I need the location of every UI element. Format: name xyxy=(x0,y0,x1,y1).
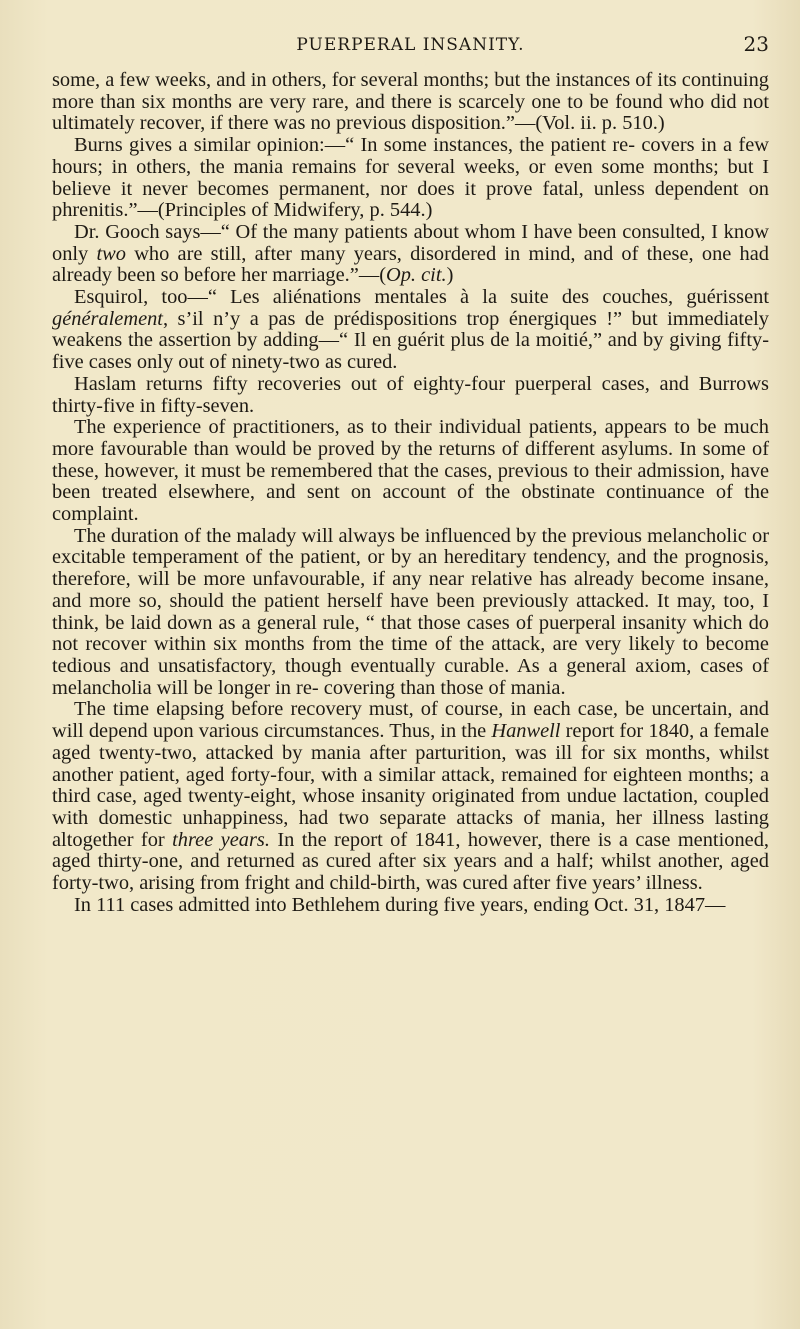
paragraph-4-part-b: , s’il n’y a pas de prédispositions trop énergiques !” but immediately weakens the assertion by adding—“ Il en guérit plus de la moitié,” and by giving fifty-five cases only out of ninety-two as cured. xyxy=(52,307,769,374)
paragraph-3-emphasis-op-cit: Op. cit. xyxy=(386,264,447,287)
paragraph-1: some, a few weeks, and in others, for several months; but the instances of its continuing more than six months are very rare, and there is scarcely one to be found who did not ultimately recover, if there was no previous disposition.”—(Vol. ii. p. 510.) xyxy=(52,69,769,135)
paragraph-9: In 111 cases admitted into Bethlehem during five years, ending Oct. 31, 1847— xyxy=(74,893,726,916)
paragraph-8-part-a: The time elapsing before recovery must, of course, in each case, be uncertain, and will depend upon various circumstances. Thus, in the xyxy=(52,698,769,743)
paragraph-5: Haslam returns fifty recoveries out of eighty-four puerperal cases, and Burrows thirty-five in fifty-seven. xyxy=(52,372,769,417)
paragraph-3-emphasis-two: two xyxy=(96,242,126,265)
paragraph-4 xyxy=(52,287,769,374)
paragraph-6: The experience of practitioners, as to their individual patients, appears to be much more favourable than would be proved by the returns of different asylums. In some of these, however, it must be remembered that the cases, previous to their admission, have been treated elsewhere, and sent on account of the obstinate continuance of the complaint. xyxy=(52,416,769,526)
paragraph-8 xyxy=(52,699,769,894)
paragraph-3-part-b: who are still, after many years, disordered in mind, and of these, one had already been so before her marriage.”—( xyxy=(52,242,769,287)
paragraph-4-emphasis: généralement xyxy=(52,307,163,330)
paragraph-3 xyxy=(52,222,769,287)
paragraph-4-part-a: Esquirol, too—“ Les aliénations mentales à la suite des couches, guérissent xyxy=(74,286,769,309)
paragraph-8-part-b: report for 1840, a female aged twenty-two, attacked by mania after parturition, was ill for six months, whilst another patient, aged forty-four, with a similar attack, remained for eighteen months; a third case, aged twenty-eight, whose insanity originated from undue lactation, coupled with domestic unhappiness, had two separate attacks of mania, her illness lasting altogether for xyxy=(52,720,769,851)
page-number: 23 xyxy=(743,32,769,56)
paragraph-7: The duration of the malady will always be influenced by the previous melancholic or excitable temperament of the patient, or by an hereditary tendency, and the prognosis, therefore, will be more unfavourable, if any near relative has already become insane, and more so, should the patient herself have been previously attacked. It may, too, I think, be laid down as a general rule, “ that those cases of puerperal insanity which do not recover within six months from the time of the attack, are very likely to become tedious and unsatisfactory, though eventually curable. As a general axiom, cases of melancholia will be longer in re- covering than those of mania. xyxy=(52,524,769,699)
paragraph-8-part-c: In the report of 1841, however, there is a case mentioned, aged thirty-one, and returned as cured after six years and a half; whilst another, aged forty-two, arising from fright and child-birth, was cured after five years’ illness. xyxy=(52,828,769,895)
page-header xyxy=(52,32,769,58)
paragraph-3-part-a: Dr. Gooch says—“ Of the many patients about whom I have been consulted, I know only xyxy=(52,220,769,265)
running-title: PUERPERAL INSANITY. xyxy=(296,35,525,55)
paragraph-3-part-c: ) xyxy=(446,264,454,287)
body-text xyxy=(52,70,769,916)
paragraph-8-emphasis-hanwell: Hanwell xyxy=(491,720,561,743)
paragraph-2: Burns gives a similar opinion:—“ In some instances, the patient re- covers in a few hours; in others, the mania remains for several weeks, or even some months; but I believe it never becomes permanent, nor does it prove fatal, unless dependent on phrenitis.”—(Principles of Midwifery, p. 544.) xyxy=(52,134,769,222)
paragraph-8-emphasis-three-years: three years. xyxy=(172,828,270,851)
